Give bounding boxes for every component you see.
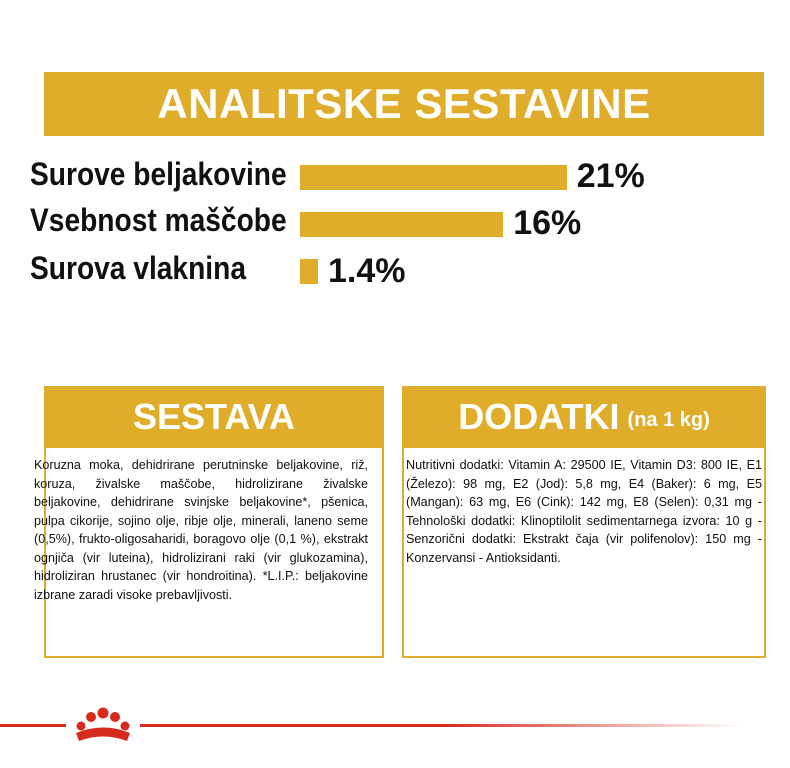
nutrient-label-fiber: Surova vlaknina bbox=[30, 250, 246, 286]
nutrient-label-protein: Surove beljakovine bbox=[30, 156, 287, 192]
royal-canin-crown-icon bbox=[66, 700, 140, 748]
nutrient-value-fat: 16% bbox=[513, 204, 582, 242]
dodatki-text: Nutritivni dodatki: Vitamin A: 29500 IE, Vitamin D3: 800 IE, E1 (Železo): 98 mg, E2 (Jod): 5,8 mg, E4 (Baker): 6 mg, E5 (Mangan): 63 mg, E6 (Cink): 142 mg, E8 (Selen): 0,31 mg - Tehnološki dodatki: Klinoptilolit sedimentarnega izvora: 10 g - Senzorični dodatki: Ekstrakt čaja (vir polifenolov): 150 mg - Konzervansi - Antioksidanti. bbox=[406, 458, 762, 565]
sestava-panel bbox=[34, 386, 384, 658]
nutrient-bar-fiber bbox=[300, 259, 318, 284]
dodatki-panel bbox=[402, 386, 766, 658]
nutrient-bar-protein bbox=[300, 165, 567, 190]
dodatki-heading-text: DODATKI bbox=[458, 396, 620, 437]
sestava-heading-text: SESTAVA bbox=[132, 396, 296, 437]
dodatki-heading bbox=[402, 386, 766, 448]
nutrient-value-fiber: 1.4% bbox=[328, 252, 406, 290]
sestava-text: Koruzna moka, dehidrirane perutninske beljakovine, riž, koruza, živalske maščobe, hidrolizirane živalske beljakovine, dehidrirane svinjske beljakovine*, pšenica, pulpa cikorije, sojino olje, ribje olje, minerali, laneno seme (0,5%), frukto-oligosaharidi, boragovo olje (0,1 %), ekstrakt ognjiča (vir luteina), hidrolizirani raki (vir glukozamina), hidroliziran hrustanec (vir hondroitina). *L.I.P.: beljakovine izbrane zaradi visoke prebavljivosti. bbox=[34, 458, 368, 602]
sestava-heading bbox=[44, 386, 384, 448]
nutrient-label-fat: Vsebnost maščobe bbox=[30, 202, 287, 238]
analitske-sestavine-heading: ANALITSKE SESTAVINE bbox=[44, 72, 764, 136]
nutrient-bar-fat bbox=[300, 212, 503, 237]
crown-logo-svg bbox=[66, 700, 140, 748]
nutrient-value-protein: 21% bbox=[576, 157, 645, 195]
dodatki-subheading: (na 1 kg) bbox=[627, 408, 710, 431]
